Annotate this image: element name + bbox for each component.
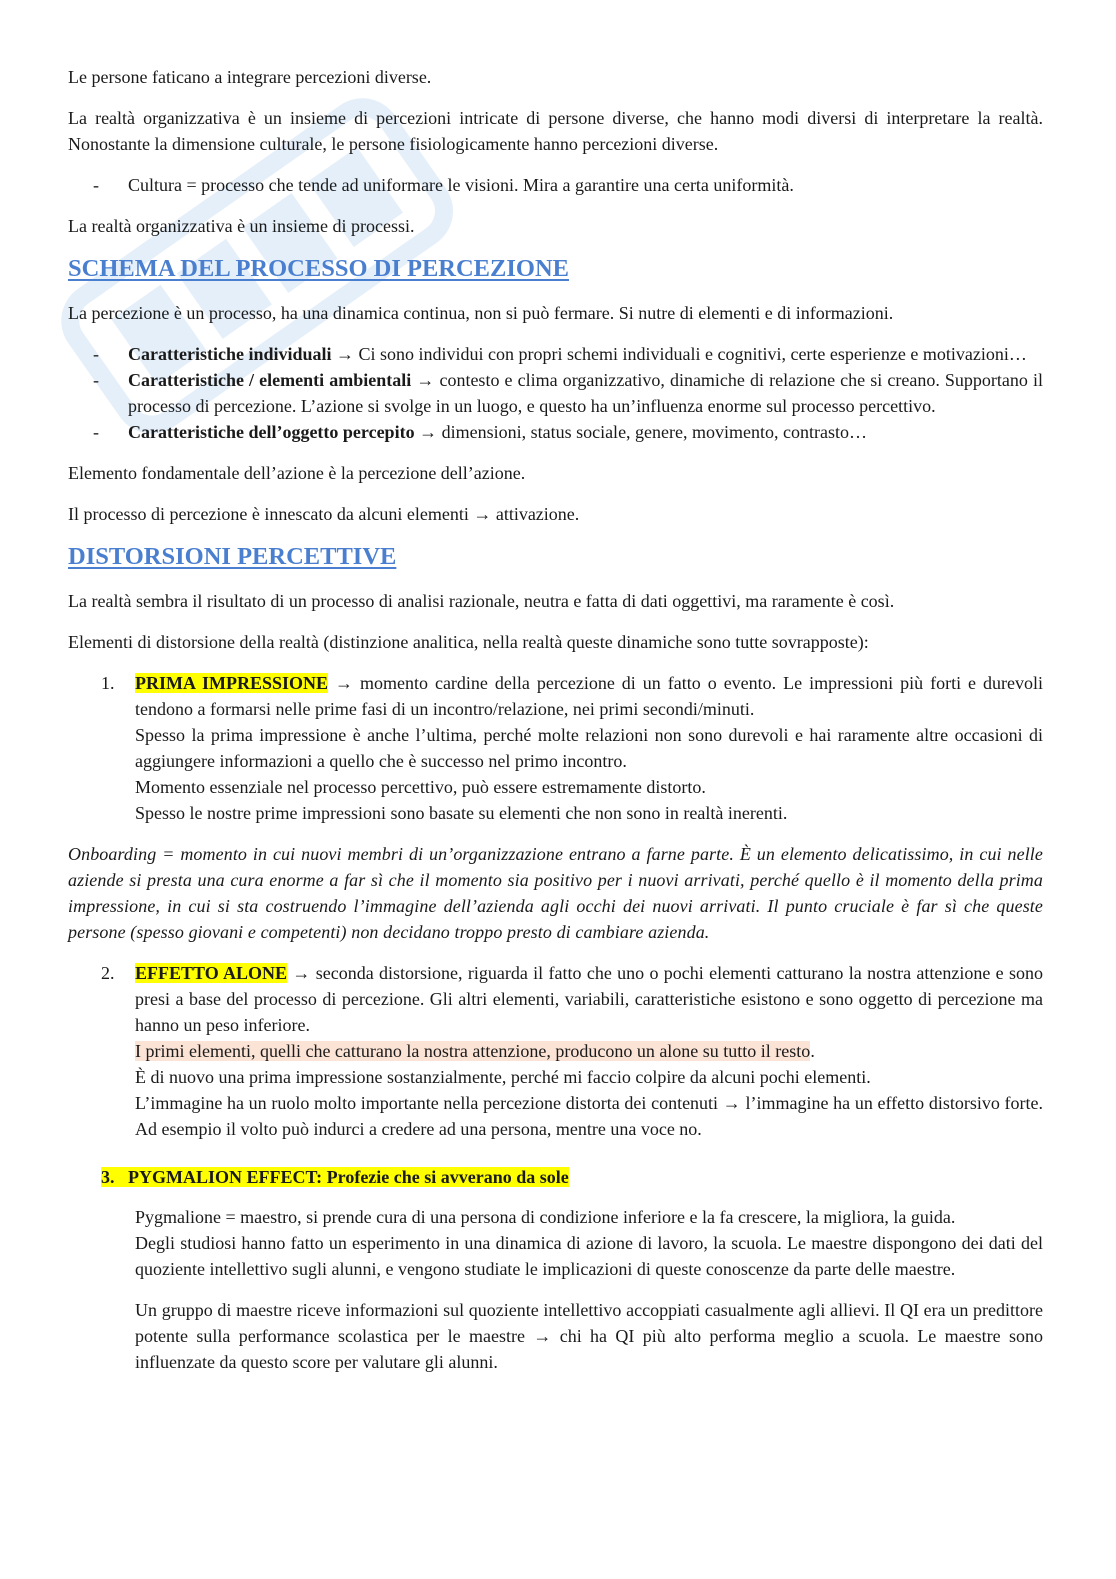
term: Caratteristiche individuali [128, 344, 332, 364]
term: Caratteristiche dell’oggetto percepito [128, 422, 415, 442]
arrow-icon: → [336, 344, 354, 364]
section-heading: SCHEMA DEL PROCESSO DI PERCEZIONE [68, 255, 569, 282]
arrow-icon: → [473, 504, 492, 524]
item-text: dimensioni, status sociale, genere, movimento, contrasto… [441, 422, 867, 442]
list-item [68, 367, 1043, 419]
list-item [68, 419, 1043, 445]
term: Caratteristiche / elementi ambientali [128, 370, 412, 390]
arrow-icon: → [722, 1093, 741, 1113]
arrow-icon: → [533, 1326, 552, 1346]
item-text: contesto e clima organizzativo, dinamiche di relazione che si creano. Supportano il processo di percezione. L’azione si svolge in un luogo, e questo ha un’influenza enorme sul processo percettivo. [128, 370, 1044, 416]
paragraph: Elemento fondamentale dell’azione è la percezione dell’azione. [68, 463, 526, 483]
arrow-icon: → [335, 673, 353, 693]
list-item [68, 341, 1043, 367]
highlighted-term: PRIMA IMPRESSIONE [135, 673, 329, 693]
list-item: 2. EFFETTO ALONE → seconda distorsione, riguarda il fatto che uno o pochi elementi catturano la nostra attenzione e sono presi a base del processo di percezione. Gli altri elementi, variabili, caratteristiche esistono e sono oggetto di percezione ma hanno un peso inferiore. I primi elementi, quelli che catturano la nostra attenzione, producono un alone su tutto il resto. È di nuovo una prima impressione sostanzialmente, perché mi faccio colpire da alcuni pochi elementi. L’immagine ha un ruolo molto importante nella percezione distorta dei contenuti → l’immagine ha un effetto distorsivo forte. Ad esempio il volto può indurci a credere ad una persona, mentre una voce no. [68, 960, 1043, 1142]
paragraph: La realtà sembra il risultato di un processo di analisi razionale, neutra e fatta di dati oggettivi, ma raramente è così. [68, 591, 895, 611]
item-text: Ci sono individui con propri schemi individuali e cognitivi, certe esperienze e motivazioni… [358, 344, 1027, 364]
numbered-list [68, 670, 1043, 826]
paragraph: Il processo di percezione è innescato da alcuni elementi → attivazione. [68, 504, 580, 524]
characteristics-list [68, 341, 1043, 445]
arrow-icon: → [292, 963, 311, 983]
paragraph: La realtà organizzativa è un insieme di processi. [68, 216, 415, 236]
arrow-icon: → [419, 422, 438, 442]
document-page [68, 64, 1043, 1390]
section-heading: DISTORSIONI PERCETTIVE [68, 543, 397, 570]
bullet-item: - Cultura = processo che tende ad uniformare le visioni. Mira a garantire una certa uniformità. [68, 172, 1043, 198]
pygmalion-body: Pygmalione = maestro, si prende cura di una persona di condizione inferiore e la fa crescere, la migliora, la guida. Degli studiosi hanno fatto un esperimento in una dinamica di azione di lavoro, la scuola. Le maestre dispongono dei dati del quoziente intellettivo sugli alunni, e vengono studiate le implicazioni di queste conoscenze da parte delle maestre. Un gruppo di maestre riceve informazioni sul quoziente intellettivo accoppiati casualmente agli allievi. Il QI era un predittore potente sulla performance scolastica per le maestre → chi ha QI più alto performa meglio a scuola. Le maestre sono influenzate da questo score per valutare gli alunni. [135, 1207, 1043, 1372]
paragraph: La realtà organizzativa è un insieme di percezioni intricate di persone diverse, che hanno modi diversi di interpretare la realtà. Nonostante la dimensione culturale, le persone fisiologicamente hanno percezioni diverse. [68, 108, 1043, 154]
numbered-list [68, 960, 1043, 1142]
paragraph: La percezione è un processo, ha una dinamica continua, non si può fermare. Si nutre di elementi e di informazioni. [68, 303, 894, 323]
pygmalion-heading: 3. PYGMALION EFFECT: Profezie che si avverano da sole [101, 1167, 569, 1187]
item-number: 2. [101, 963, 115, 983]
highlighted-term: EFFETTO ALONE [135, 963, 288, 983]
list-item: 1. PRIMA IMPRESSIONE → momento cardine della percezione di un fatto o evento. Le impressioni più forti e durevoli tendono a formarsi nelle prime fasi di un incontro/relazione, nei primi secondi/minuti. Spesso la prima impressione è anche l’ultima, perché molte relazioni non sono durevoli e hai raramente altre occasioni di aggiungere informazioni a quello che è successo nel primo incontro. Momento essenziale nel processo percettivo, può essere estremamente distorto. Spesso le nostre prime impressioni sono basate su elementi che non sono in realtà inerenti. [68, 670, 1043, 826]
arrow-icon: → [416, 370, 435, 390]
highlighted-sentence: I primi elementi, quelli che catturano la nostra attenzione, producono un alone su tutto il resto [135, 1041, 811, 1061]
bullet-list [68, 172, 1043, 198]
paragraph: Elementi di distorsione della realtà (distinzione analitica, nella realtà queste dinamiche sono tutte sovrapposte): [68, 632, 869, 652]
onboarding-note: Onboarding = momento in cui nuovi membri di un’organizzazione entrano a farne parte. È un elemento delicatissimo, in cui nelle aziende si presta una cura enorme a far sì che il momento sia positivo per i nuovi arrivati, perché quello è il momento della prima impressione, in cui si sta costruendo l’immagine dell’azienda agli occhi dei nuovi arrivati. Il punto cruciale è far sì che queste persone (spesso giovani e competenti) non decidano troppo presto di cambiare azienda. [68, 844, 1043, 942]
paragraph: Le persone faticano a integrare percezioni diverse. [68, 67, 432, 87]
item-number: 1. [101, 673, 115, 693]
